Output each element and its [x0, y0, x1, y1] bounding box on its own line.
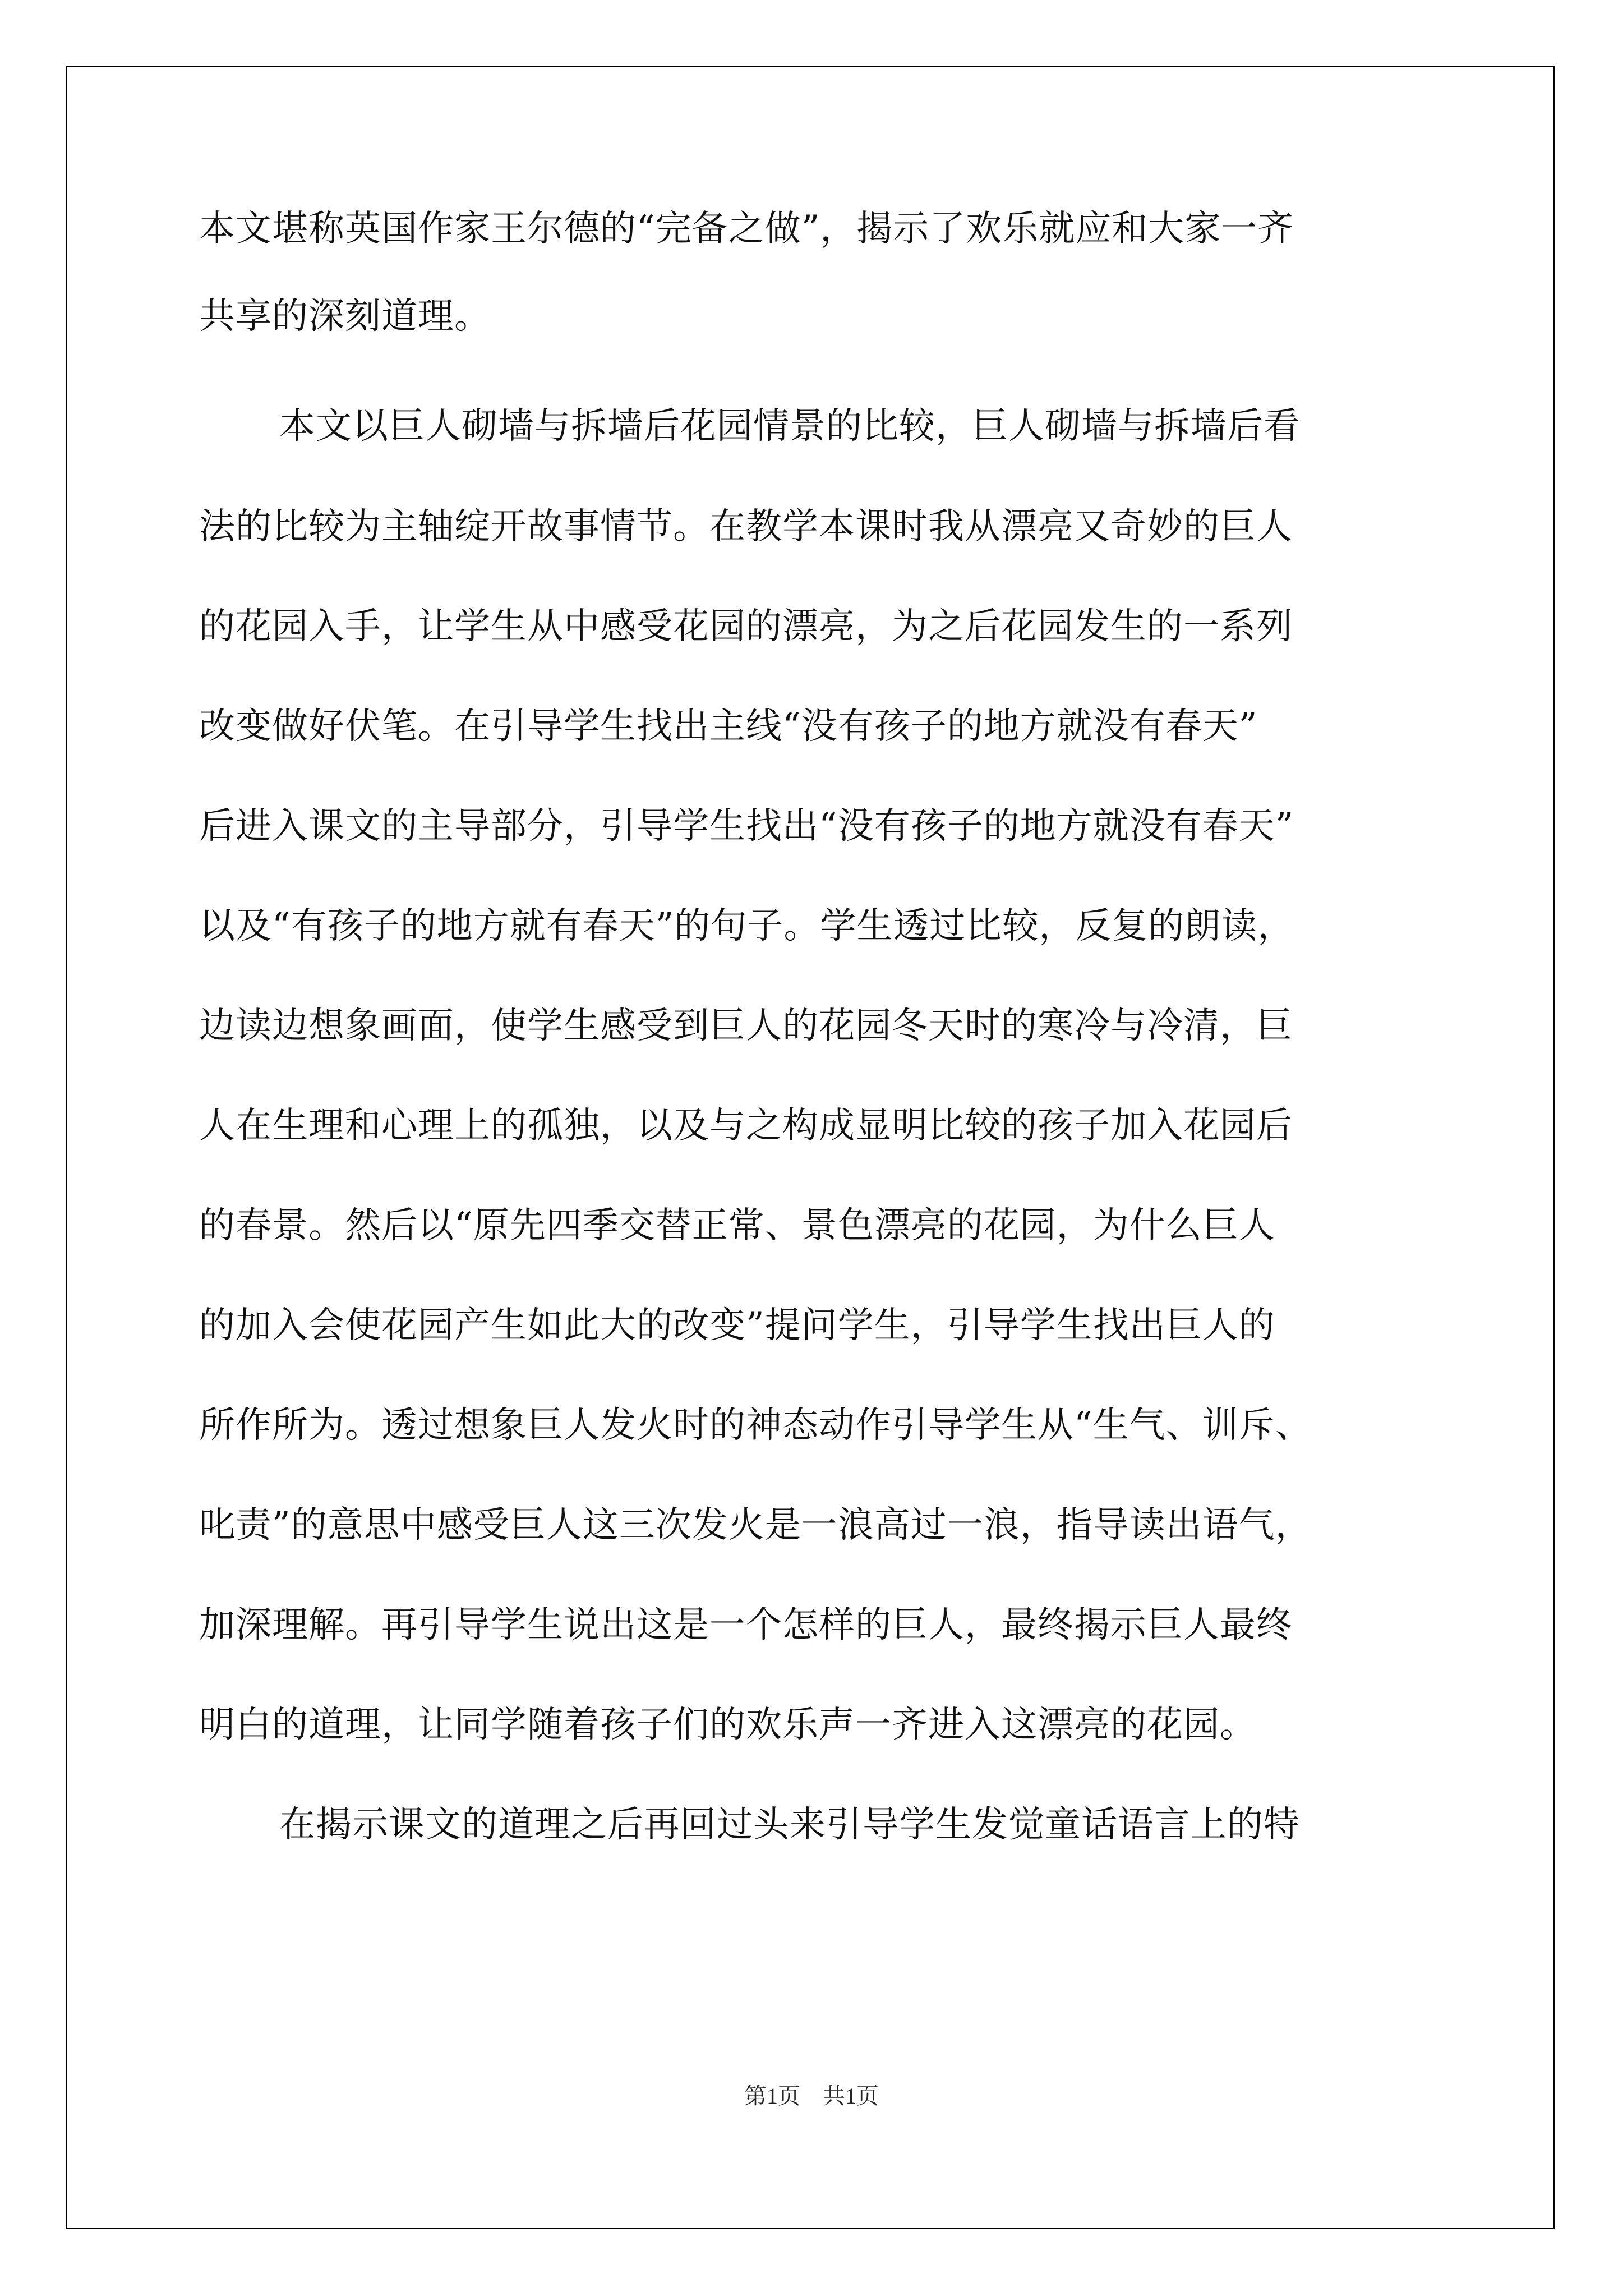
page-number: 第1页 共1页	[744, 2083, 879, 2109]
page-border	[66, 66, 1555, 2229]
